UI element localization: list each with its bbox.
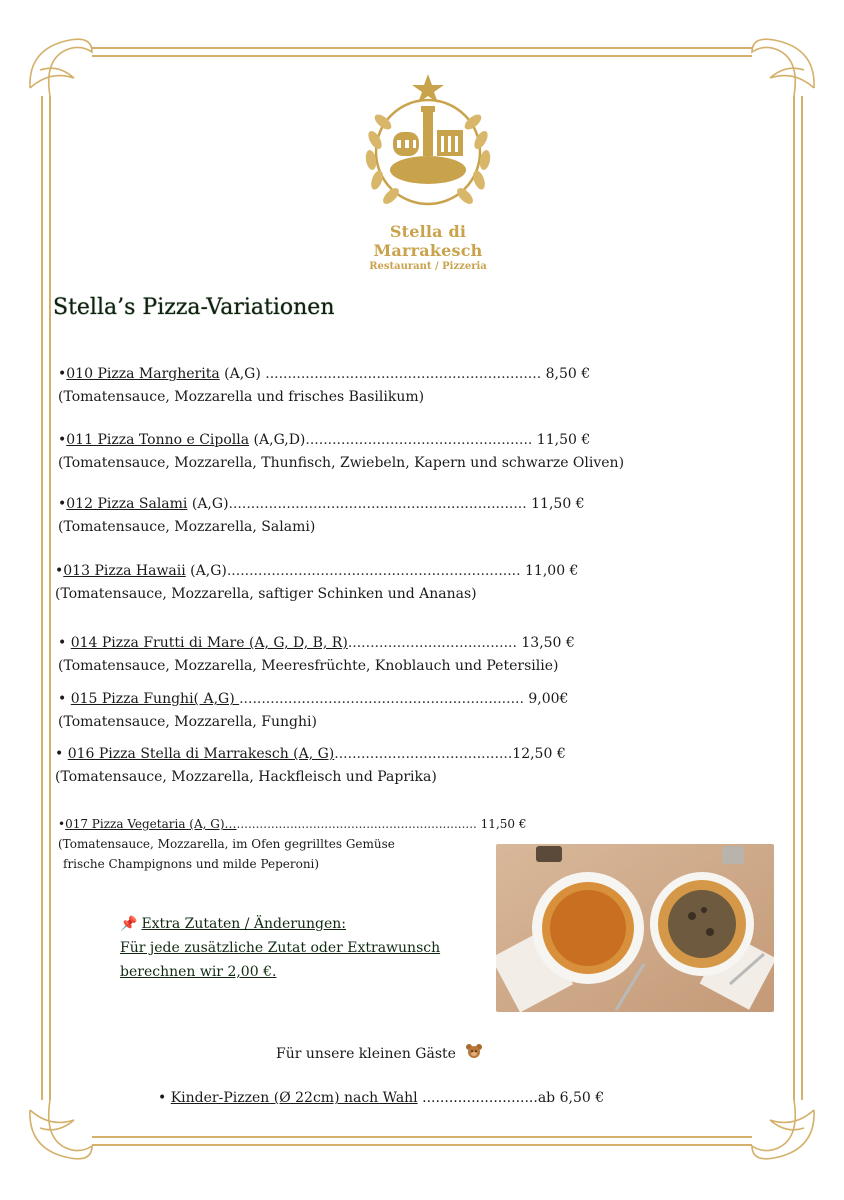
bullet: •: [58, 691, 67, 707]
kids-section-title: [276, 1042, 484, 1066]
pushpin-icon: 📌: [120, 916, 138, 932]
menu-item: [58, 689, 568, 732]
kids-item-price: ab 6,50 €: [537, 1090, 605, 1106]
menu-item: [55, 744, 566, 787]
laurel-emblem-icon: [353, 70, 503, 220]
item-name: 015 Pizza Funghi( A,G): [70, 691, 240, 707]
bullet: •: [55, 563, 64, 579]
dot-leader: ........................................: [334, 746, 513, 762]
item-price: 8,50 €: [541, 366, 591, 382]
extras-note: [120, 912, 440, 984]
section-title: Stella’s Pizza-Variationen: [53, 295, 335, 320]
item-allergens: (A,G): [219, 366, 266, 382]
item-price: 12,50 €: [512, 746, 566, 762]
dot-leader: ...................................................................: [228, 496, 527, 512]
item-name: 014 Pizza Frutti di Mare (A, G, D, B, R): [70, 635, 348, 651]
restaurant-logo: [338, 70, 518, 270]
item-name: 013 Pizza Hawaii: [63, 563, 186, 579]
extras-line-1: Für jede zusätzliche Zutat oder Extrawunsch: [120, 940, 441, 956]
bullet: •: [58, 496, 67, 512]
item-name: 017 Pizza Vegetaria (A, G)…: [65, 817, 237, 831]
extras-line-2: berechnen wir 2,00 €.: [120, 964, 277, 980]
dot-leader: ..................................................................: [226, 563, 521, 579]
item-price: 9,00€: [523, 691, 569, 707]
menu-item: [58, 430, 624, 473]
bullet: •: [58, 635, 67, 651]
item-price: 11,50 €: [532, 432, 591, 448]
dot-leader: ...............................................................: [236, 817, 477, 831]
menu-item: [58, 364, 590, 407]
item-description: (Tomatensauce, Mozzarella, Thunfisch, Zwiebeln, Kapern und schwarze Oliven): [58, 455, 625, 471]
item-description: (Tomatensauce, Mozzarella und frisches Basilikum): [58, 389, 425, 405]
item-description: (Tomatensauce, Mozzarella, saftiger Schinken und Ananas): [55, 586, 477, 602]
dot-leader: ..........................: [417, 1090, 538, 1106]
star-icon: [412, 74, 444, 103]
pizza-photo: [496, 844, 774, 1012]
bullet: •: [55, 746, 64, 762]
bullet: •: [58, 817, 66, 831]
item-description-line-2: frische Champignons und milde Peperoni): [63, 857, 320, 871]
item-description: (Tomatensauce, Mozzarella, Meeresfrüchte, Knoblauch und Petersilie): [58, 658, 559, 674]
item-allergens: (A,G): [185, 563, 227, 579]
bullet: •: [58, 432, 67, 448]
item-name: 010 Pizza Margherita: [66, 366, 220, 382]
item-description: (Tomatensauce, Mozzarella, im Ofen gegrilltes Gemüse: [58, 837, 395, 851]
item-description: (Tomatensauce, Mozzarella, Funghi): [58, 714, 317, 730]
kids-title-text: Für unsere kleinen Gäste: [276, 1046, 456, 1062]
item-price: 11,00 €: [520, 563, 579, 579]
item-price: 11,50 €: [526, 496, 585, 512]
item-description: (Tomatensauce, Mozzarella, Hackfleisch und Paprika): [55, 769, 437, 785]
dot-leader: ................................................................: [239, 691, 524, 707]
item-price: 11,50 €: [476, 817, 527, 831]
item-name: 012 Pizza Salami: [66, 496, 188, 512]
item-allergens: (A,G): [187, 496, 229, 512]
menu-item: [58, 633, 575, 676]
dot-leader: ......................................: [347, 635, 517, 651]
brand-name: Stella di Marrakesch: [373, 222, 483, 260]
item-allergens: (A,G,D): [249, 432, 306, 448]
dot-leader: ..............................................................: [265, 366, 542, 382]
dot-leader: ...................................................: [305, 432, 533, 448]
item-description: (Tomatensauce, Mozzarella, Salami): [58, 519, 316, 535]
teddy-bear-icon: [464, 1042, 484, 1066]
kids-item-name: Kinder-Pizzen (Ø 22cm) nach Wahl: [170, 1090, 418, 1106]
menu-item: [58, 815, 526, 873]
brand-subtitle: Restaurant / Pizzeria: [369, 261, 487, 272]
item-name: 016 Pizza Stella di Marrakesch (A, G): [67, 746, 335, 762]
bullet: •: [58, 366, 67, 382]
bullet: •: [158, 1090, 167, 1106]
extras-title: Extra Zutaten / Änderungen:: [141, 916, 347, 932]
menu-item: [58, 494, 585, 537]
kids-menu-item: [158, 1090, 604, 1106]
menu-item: [55, 561, 578, 604]
item-name: 011 Pizza Tonno e Cipolla: [66, 432, 250, 448]
item-price: 13,50 €: [516, 635, 575, 651]
